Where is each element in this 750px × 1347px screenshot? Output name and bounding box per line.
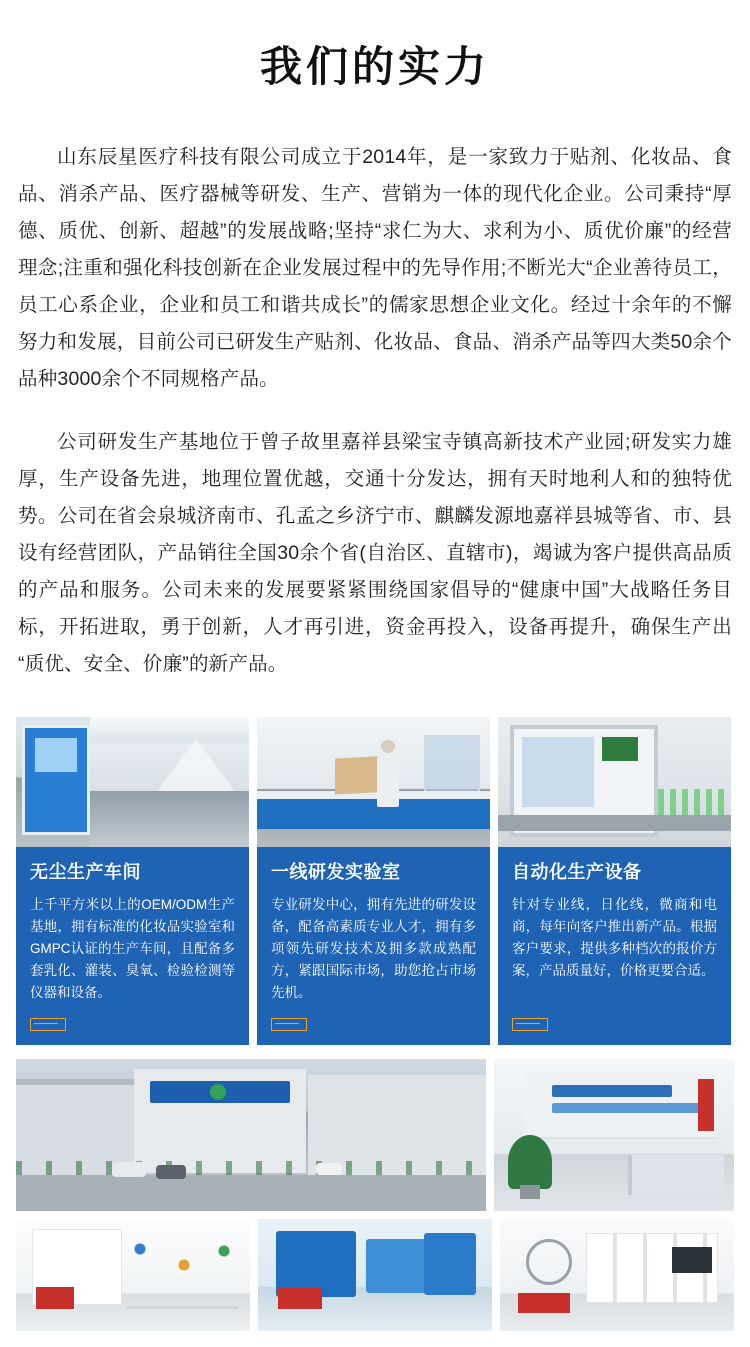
feature-card-title: 自动化生产设备 [512, 861, 642, 882]
more-arrow-icon[interactable] [30, 1018, 66, 1031]
research-lab-photo [257, 717, 490, 847]
exhibition-hall-photo [258, 1219, 492, 1331]
page-title: 我们的实力 [259, 43, 490, 91]
culture-wall-photo [16, 1219, 250, 1331]
factory-exterior-photo [16, 1059, 486, 1211]
automated-production-line-photo [498, 717, 731, 847]
gallery-row-1 [16, 1059, 734, 1211]
intro-paragraph-1: 山东辰星医疗科技有限公司成立于2014年，是一家致力于贴剂、化妆品、食品、消杀产品、医疗器械等研发、生产、营销为一体的现代化企业。公司秉持“厚德、质优、创新、超越”的发展战略;坚持“求仁为大、求利为小、质优价廉”的经营理念;注重和强化科技创新在企业发展过程中的先导作用;不断光大“企业善待员工，员工心系企业，企业和员工和谐共成长”的儒家思想企业文化。经过十余年的不懈努力和发展，目前公司已研发生产贴剂、化妆品、食品、消杀产品等四大类50余个品种3000余个不同规格产品。 [18, 145, 732, 390]
more-arrow-icon[interactable] [271, 1018, 307, 1031]
gallery-row-2 [16, 1219, 734, 1331]
clean-workshop-photo [16, 717, 249, 847]
feature-card-row [0, 709, 750, 1045]
feature-card-lab[interactable] [257, 717, 490, 1045]
feature-card-equipment[interactable] [498, 717, 731, 1045]
feature-card-title: 一线研发实验室 [271, 861, 401, 882]
feature-card-body [257, 847, 490, 1045]
feature-card-body [498, 847, 731, 1045]
feature-card-cleanroom[interactable] [16, 717, 249, 1045]
feature-card-desc: 针对专业线，日化线，微商和电商，每年向客户推出新产品。根据客户要求，提供多种档次的报价方案，产品质量好，价格更要合适。 [512, 897, 717, 979]
feature-card-desc: 专业研发中心，拥有先进的研发设备，配备高素质专业人才，拥有多项领先研发技术及拥多款成熟配方，紧跟国际市场，助您抢占市场先机。 [271, 897, 476, 1001]
intro-paragraph-2: 公司研发生产基地位于曾子故里嘉祥县梁宝寺镇高新技术产业园;研发实力雄厚，生产设备先进，地理位置优越，交通十分发达，拥有天时地利人和的独特优势。公司在省会泉城济南市、孔孟之乡济宁市、麒麟发源地嘉祥县城等省、市、县设有经营团队，产品销往全国30余个省(自治区、直辖市)，竭诚为客户提供高品质的产品和服务。公司未来的发展要紧紧围绕国家倡导的“健康中国”大战略任务目标，开拓进取，勇于创新，人才再引进，资金再投入，设备再提升，确保生产出“质优、安全、价廉”的新产品。 [18, 430, 732, 675]
photo-gallery [0, 1045, 750, 1347]
feature-card-body [16, 847, 249, 1045]
more-arrow-icon[interactable] [512, 1018, 548, 1031]
intro-section [0, 139, 750, 683]
feature-card-desc: 上千平方米以上的OEM/ODM生产基地，拥有标准的化妆品实验室和GMPC认证的生产车间，且配备多套乳化、灌装、臭氧、检验检测等仪器和设备。 [30, 897, 235, 1001]
honor-wall-photo [500, 1219, 734, 1331]
feature-card-title: 无尘生产车间 [30, 861, 141, 882]
company-lobby-photo [494, 1059, 734, 1211]
